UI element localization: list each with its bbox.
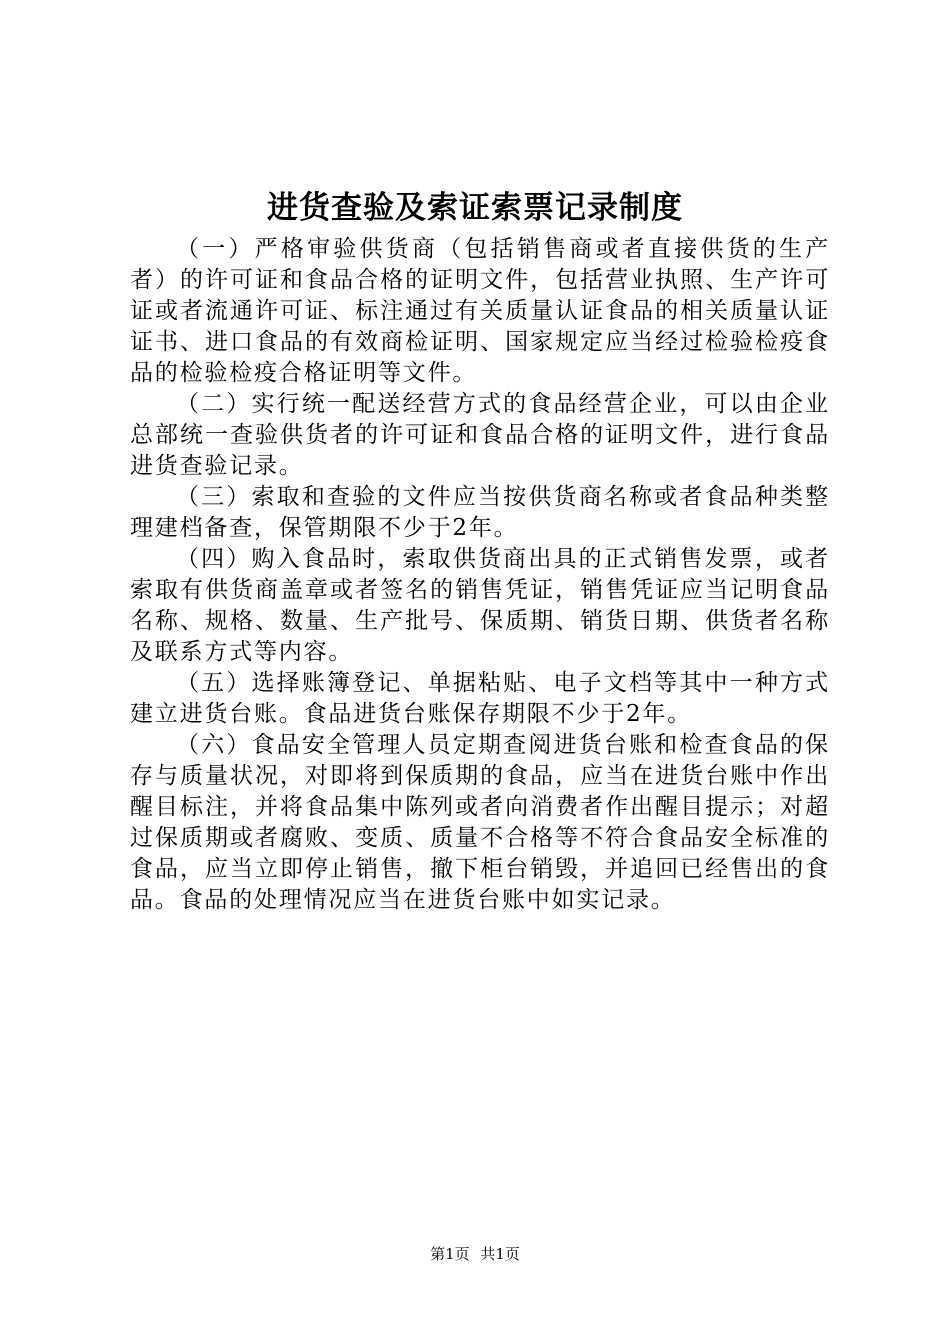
page-number-total: 共1页	[480, 1245, 520, 1263]
page-number-current: 第1页	[430, 1245, 470, 1263]
paragraph-6: （六）食品安全管理人员定期查阅进货台账和检查食品的保存与质量状况，对即将到保质期的食品，应当在进货台账中作出醒目标注，并将食品集中陈列或者向消费者作出醒目提示；对超过保质期或者腐败、变质、质量不合格等不符合食品安全标准的食品，应当立即停止销售，撤下柜台销毁，并追回已经售出的食品。食品的处理情况应当在进货台账中如实记录。	[130, 732, 830, 913]
paragraph-1: （一）严格审验供货商（包括销售商或者直接供货的生产者）的许可证和食品合格的证明文件，包括营业执照、生产许可证或者流通许可证、标注通过有关质量认证食品的相关质量认证证书、进口食品的有效商检证明、国家规定应当经过检验检疫食品的检验检疫合格证明等文件。	[130, 236, 830, 386]
paragraph-4: （四）购入食品时，索取供货商出具的正式销售发票，或者索取有供货商盖章或者签名的销售凭证，销售凭证应当记明食品名称、规格、数量、生产批号、保质期、销货日期、供货者名称及联系方式等内容。	[130, 546, 830, 665]
paragraph-3: （三）索取和查验的文件应当按供货商名称或者食品种类整理建档备查，保管期限不少于2年。	[130, 484, 830, 541]
page-footer	[0, 1244, 950, 1264]
document-body	[130, 234, 830, 916]
document-title: 进货查验及索证索票记录制度	[267, 190, 683, 226]
paragraph-5: （五）选择账簿登记、单据粘贴、电子文档等其中一种方式建立进货台账。食品进货台账保存期限不少于2年。	[130, 670, 830, 727]
paragraph-2: （二）实行统一配送经营方式的食品经营企业，可以由企业总部统一查验供货者的许可证和食品合格的证明文件，进行食品进货查验记录。	[130, 391, 830, 479]
